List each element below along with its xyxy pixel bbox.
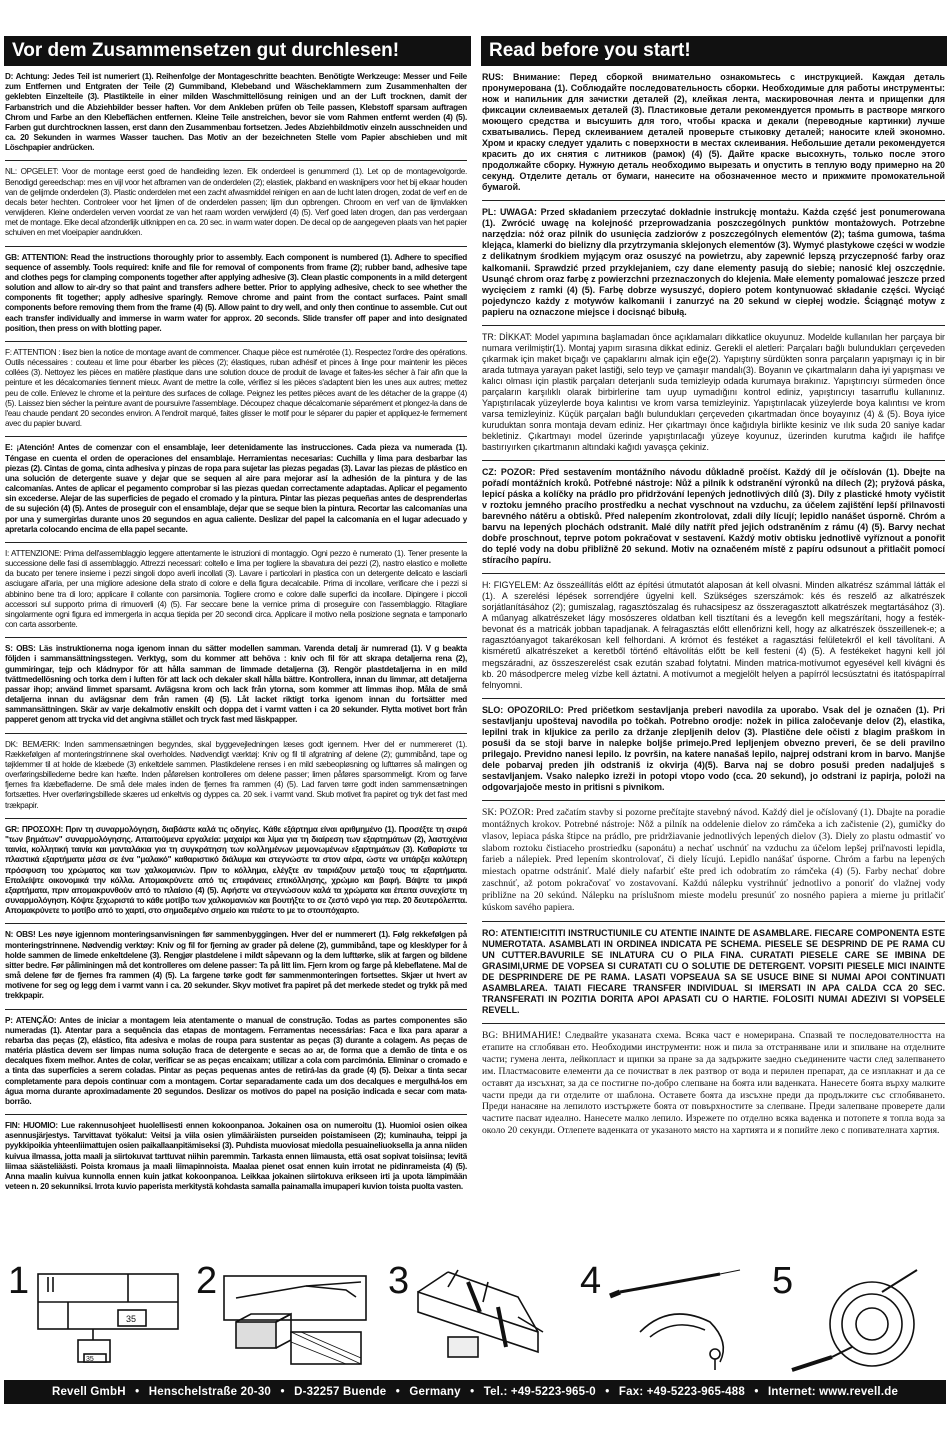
- step-3-illustration: [388, 1262, 563, 1372]
- footer-separator: •: [395, 1386, 400, 1398]
- paragraph-se: S: OBS: Läs instruktionerna noga igenom innan du sätter modellen samman. Varenda detalj är numrerad (1). V g beakta följden i sammansättningsstegen. Verktyg, som du kommer att behöva : kniv och fil för att skrapa detaljerna rena (2), gummiringar, tejp och kládnypor för att hålla samman de limmade detaljerna (3). Rengör plastdetaljerna in en mild tvättmedellösning och torka dem i luften för att lack och dekaler skall hålla bättre. Kontrollera, innan du limmar, att detaljerna passar ihop; använd limmet sparsamt. Avlägsna krom och lack från ytorna, som kommer att limmas ihop. Måla de små detaljerna innan du avlägsnar dem från ramen (4) (5). Låt lacket riktigt torka igenom innan du fortsätter med sammansättningen. Skär av varje dekalmotiv enskilt och doppa det i varmt vatten i ca 20 sekunder. Flytta motivet bort från papperet genom att trycka vid det angivna stället och tryck fast med läskpapper.: [5, 644, 467, 733]
- paragraph-tr: TR: DİKKAT: Model yapımına başlamadan önce açıklamaları dikkatlice okuyunuz. Modelde kullanılan her parçaya bir numara verilmiştir(1). Montaj yapım sırasına dikkat ediniz. Gerekli el aletleri: Parçaları bağlı bulundukları çerçeveden çıkarmak için maket bıçağı ve çapaklarını almak için eğe(2). Yapıştırıy sürdükten sonra parçaların yapışmayı iç in bir arada tutmaya yarayan paket lastiği, selo teyp ve çamaşır mandalı(3). Boyanın ve çıkartmaların daha iyi yapışması ve kalıcı olması için plastik parçaları deterjanlı suda temizleyip odada kurumaya bırakınız. Yapıştırıcıyı sürmeden önce parçaların karşılıklı olarak birbirlerine tam uyup uymadığını kontrol ediniz, yapıştırıcıyı tasarruflu kullanınız. Yapıştırılacak yüzeylerde boya kalıntısı ve krom varsa temizleyiniz. Yapıştırılacak yüzeylerde boya kalıntısı ve krom varsa temizleyiniz. Küçük parçaları bağlı bulundukları çerçeveden çıkartmadan önce boyayınız (4) & (5). Boya iyice kuruduktan sonra montaja devam ediniz. Her çıkartmayı önce kağıdıyla birlikte kesiniz ve ılık suda 20 saniye kadar bekletiniz. Çıkartmayı model üzerinde yapıştırılacağı yüzeye koyunuz, üzerinden kurutma kağıdı ile hafifçe bastırıyırken çıkartmanın altındaki kağıdı yavaşça çekiniz.: [482, 332, 945, 461]
- sprue-parts-icon: [8, 1262, 183, 1372]
- paragraph-bg: BG: ВНИМАНИЕ! Следвайте указаната схема. Всяка част е номерирана. Спазвай те последователността на етапите на сглобяван ето. Необходими инструменти: нож и пила за отстраняване или и зпилване на отделните части; гумена лента, лейкопласт и щипки за пране за да задържите заедно съединените части след залепването им. Пластмасовите елементи да се почистват в лек разтвор от вода и перилен препарат, да се изплакнат и да се оставят да изсъхнат, за да се постигне по-добро слепване на боята или ваденката. Нанесете боята върху малките части преди да ги отделите от шаблона. Оставете боята да изсъхне преди да продължите със сглобяването. Преди нанасяне на лепилото изстържете боята от повърхностите за слепване. Преди залепване проверете дали частите пасват идеално. Нанесете малко лепило. Изрежете по отделно всяка ваденка и потопете я топла вода за около 20 секунди. Отлепете ваденката от указаното място на хартията и я попийте леко с попивателната хартия.: [482, 1030, 945, 1137]
- footer-separator: •: [280, 1386, 285, 1398]
- svg-text:35: 35: [86, 1356, 94, 1363]
- paragraph-sk: SK: POZOR: Pred začatím stavby si pozorne prečítajte stavebný návod. Každý diel je očíslovaný (1). Dbajte na poradie montážnych krokov. Potrebné nástroje: Nôž a pilník na oddelenie dielov zo rámčeka a ich začistenie (2), gumičky do vlasov, lepiaca páska štipce na prádlo, pre pridržiavanie jednotlivých lepených dielov (3). Diely zo plastu odmastiť vo slabom roztoku čistiaceho prostriedku (saponátu) a nechať uschnúť na vzduchu za účelom lepšej priľnavosti lepidla, farieb a nálepiek. Pred lepením skontrolovať, či diely lícujú. Lepidlo nanášať úsporne. Chróm a farbu na lepených miestach opatrne odstrániť. Malé diely nafarbiť ešte pred ich odobratím zo rámčeka (4) (5). Farby nechať dobre zaschnúť, až potom pokračovať vo zostavovaní. Každú nálepku vystrihnúť jednotlivo a ponoriť do vlažnej vody približne na 20 sekúnd. Nálepku na príslušnom mieste modelu presunúť zo nosného papiera a mierne ju pritlačiť kúskom savého papiera.: [482, 807, 945, 922]
- footer-contact-bar: [4, 1380, 946, 1404]
- paragraph-gr: GR: ΠΡΟΣΟΧΗ: Πριν τη συναρμολόγηση, διαβάστε καλά τις οδηγίες. Κάθε εξάρτημα είναι αριθμημένο (1). Προσέξτε τη σειρά "των βημάτων" συναρμολόγησης. Απαιτούμενα εργαλεία: μαχαίρι και λίμα για τη διαίρεση των εξαρτημάτων (2), λαστιχένια ταινία, κολλητική ταινία και μανταλάκια για τη συγκράτηση των κολλημένων μεμονωμένων εξαρτημάτων (3). Καθαρίστε τα πλαστικά εξαρτήματα μέσα σε ένα "μαλακό" καθαριστικό διάλυμα και στεγνώστε τα στον αέρα, ώστε να υπάρξει καλύτερη πρόσφυση του χρώματος και των χαλκομανιών. Πριν το κόλλημα, ελέγξτε αν ταιριάζουν μεταξύ τους τα εξαρτήματα. Επαλείψτε οικονομικά την κόλλα. Απομακρύνετε από τις επιφάνειες επικόλλησης, χρώμιο και βαφή. Βάψτε τα μικρά εξαρτήματα, πριν απομακρυνθούν από το πλαίσιο (4) (5). Αφήστε να στεγνώσουν καλά τα χρώματα και έπειτα συνεχίστε τη συναρμολόγηση. Κόψτε ξεχωριστά το κάθε μοτίβο των χαλκομανιών και βουτήξτε το σε ζεστό νερό για περ. 20 δευτερόλεπτα. Απομακρύνετε το μοτίβο από το χαρτί, στο σημαδεμένο σημείο και πιέστε το με το στουπόχαρτο.: [5, 825, 467, 925]
- paragraph-pl: PL: UWAGA: Przed składaniem przeczytać dokładnie instrukcję montażu. Każda część jest ponumerowana (1). Zwrócić uwagę na kolejność przeprowadzania poszczególnych punktów montażowych. Potrzebne narzędzia: nóż oraz pilnik do usunięcia zadziorów z poszczególnych elementów (2); taśma gumowa, taśma klejąca, klamerki do bielizny dla przytrzymania sklejonych elementów (3). Wymyć plastykowe części w wodzie z delikatnym środkiem myjącym oraz osuszyć na powietrzu, aby zapewnić lepszą przyczepność farby oraz kalkomanii. Sprawdzić przed przyklejaniem, czy dane elementy pasują do siebie; nanosić klej oszczędnie. Usunąć chrom oraz farbę z powierzchni przeznaczonych do klejenia. Małe elementy pomalować jeszcze przed wycięciem z ramki (4) (5). Farbę dobrze wysuszyć, dopiero potem kontynuować składanie części. Wyciąć pojedynczo każdy z motywów kalkomanii i zanurzyć na 20 sekund w ciepłej wodzie. Ściągnąć motyw z papieru na oznaczone miejsce i docisnąć bibułą.: [482, 207, 945, 325]
- step-2-illustration: [196, 1262, 371, 1372]
- paragraph-ro: RO: ATENTIE!CITITI INSTRUCTIUNILE CU ATENTIE INAINTE DE ASAMBLARE. FIECARE COMPONENTA ESTE NUMEROTATA. ASAMBLATI IN ORDINEA INDICATA PE SCHEMA. PIESELE SE DESPRIND DE PE RAMA CU UN CUTTER.BAVURILE SE INLATURA CU O PILA FINA. CURATATI PIESELE CARE SE IMBINA DE GRASIMI,URME DE VOPSEA SI CURATATI CU O SOLUTIE DE DETERGENT. VOPSITI PIESELE MICI INAINTE DE DESPRINDERE DE PE RAMA. LASATI VOPSEAUA SA SE USUCE BINE SI NUMAI APOI CONTINUATI ASAMBLAREA. TAIATI FIECARE TRANSFER INDIVIDUAL SI IMERSATI IN APA CALDA CCA 20 SEC. TRANSFERATI IN POZITIA DORITA APOI APASATI CU O HARTIE. FOLOSITI NUMAI ADEZIVI SI VOPSELE REVELL.: [482, 928, 945, 1024]
- paragraph-ru: RUS: Внимание: Перед сборкой внимательно ознакомьтесь с инструкцией. Каждая деталь пронумерована (1). Соблюдайте последовательность сборки. Необходимые для работы инструменты: нож и напильник для зачистки деталей (2), клейкая лента, маскировочная лента и прищепки для фиксации склеиваемых деталей (3). Пластиковые детали рекомендуется промыть в растворе мягкого моющего средства и высушить для того, чтобы краска и декали (переводные картинки) лучше схватывались. Перед склеиванием деталей проверьте стыковку деталей; наносите клей экономно. Хром и краску следует удалить с поверхности в местах склеивания. Небольшие детали рекомендуется красить до их снятия с литников (рамок) (4) (5). Дайте краске высохнуть, только после этого продолжайте сборку. Нужную деталь необходимо вырезать и опустить в теплую воду примерно на 20 секунд. Отделите деталь от бумаги, нанесите на обозначенное место и прижмите промокательной бумагой.: [482, 72, 945, 201]
- footer-separator: •: [754, 1386, 759, 1398]
- paint-brush-icon: [580, 1262, 755, 1372]
- paragraph-fi: FIN: HUOMIO: Lue rakennusohjeet huolellisesti ennen kokoonpanoa. Jokainen osa on numeroitu (1). Huomioi osien oikea asennusjärjestys. Tarvittavat työkalut: Veitsi ja viila osien ylimääräisten purseiden poistamiseen (2); kuminauha, teippi ja pyykkipoikia yhteenliimattujen osien paikallaanpitämiseksi (3). Puhdista muoviosat miedolla pesuaineliuoksella ja anna niiden kuivua ilmassa, jotta maali ja siirtokuvat tarttuvat niihin paremmin. Tarkasta ennen liimausta, että osat sopivat toisiinsa; levitä liimaa säästeliäästi. Poista kromaus ja maali liimapinnoista. Maalaa pienet osat ennen kuin irrotat ne pidinrameista (4) (5). Anna maalin kuivua kunnolla ennen kuin jatkat kokoonpanoa. Leikkaa jokainen siirtokuva erikseen irti ja upota lämpimään veteen n. 20 sekunniksi. Irrota kuvio paperista merkitystä kohdasta samalla painamalla imupaperi kuvion toista puolta vasten.: [5, 1121, 467, 1192]
- step-4-illustration: [580, 1262, 755, 1372]
- footer-separator: •: [605, 1386, 610, 1398]
- paragraph-pt: P: ATENÇÃO: Antes de iniciar a montagem leia atentamente o manual de construção. Todas as partes componentes são numeradas (1). Atentar para a sequência das etapas de montagem. Ferramentas necessárias: Faca e lixa para aparar a rebarba das peças (2), elástico, fita adesiva e molas de roupa para sustentar as peças (3) durante a colagem. As peças de matéria plástica devem ser limpas numa solução fraca de detergente e secas ao ar, de forma que a demão de tinta e os decalques fixem melhor. Antes de colar, verificar se as peças encaixam; utilizar a cola com parcimónia. Eliminar o cromado e a tinta das superfícies a serem coladas. Pintar as peças pequenas antes de retirá-las da grade (4) (5). Deixar a tinta secar completamente para depois continuar com a montagem. Cortar separadamente cada um dos decalques e mergulhá-los em água morna durante aproximadamente 20 segundos. Deslizar os motivos do papel na posição indicada e secar com mata-borrão.: [5, 1016, 467, 1116]
- footer-fax: Fax: +49-5223-965-488: [618, 1386, 745, 1398]
- paragraph-si: SLO: OPOZORILO: Pred pričetkom sestavljanja preberi navodila za uporabo. Vsak del je označen (1). Pri sestavljanju upoštevaj navodila po točkah. Potrebno orodje: nožek in pilica zaločevanje delov (2), elastika, lepilni trak in kljukice za perilo za držanje zlepljenih delov (3). Plastične dele očisti z blagim praškom in posuši da se stoji barve in nalepke boljše primejo.Pred lepljenjem obvezno preveri, če se deli pravilno prilegajo. Previdno nanesi lepilo. Iz površin, na katere nanašaš lepilo, najprej odstrani krom in barvo. Manjše dele pobarvaj preden jih odstraniš iz okvirja (4)(5). Barva naj se dobro posuši preden nadaljuješ s sestavljanjem. Vsako nalepko izreži in potopi vtopo vodo (cca. 20 sekund), jo odstrani iz papirja, položi na odgovarjajoče mesto in pritisni s pivnikom.: [482, 705, 945, 801]
- paragraph-fr: F: ATTENTION : lisez bien la notice de montage avant de commencer. Chaque pièce est numérotée (1). Respectez l'ordre des opérations. Outils nécessaires : couteau et lime pour ébarber les pièces (2); élastiques, ruban adhésif et pinces à linge pour maintenir les pièces collées (3). Nettoyez les pièces en matière plastique dans une solution douce de produit de lavage et faites-les sécher à l'air afin que la peinture et les décalcomanies tiennent mieux. Avant de mettre la colle, vérifiez si les pièces s'adaptent bien les unes aux autres; mettez peu de colle. Enlevez le chrome et la peinture des surfaces de collage. Peignez les petites pièces avant de les détacher de la grappe (4)(5). Laissez bien sécher la peinture avant de poursuivre l'assemblage. Découpez chaque décalcomanie séparément et plongez-la dans de l'eau chaude pendant 20 secondes environ. A l'endroit marqué, faites glisser le motif pour le séparer du papier et appliquez-le fermement avec du papier buvard.: [5, 348, 467, 437]
- paragraph-it: I: ATTENZIONE: Prima dell'assemblaggio leggere attentamente le istruzioni di montaggio. Ogni pezzo è numerato (1). Tener presente la successione delle fasi di assemblaggio. Attrezzi necessari: coltello e lima per togliere la sbavatura dei pezzi (2), nastro elastico e mollette da bucato per tenere insieme i pezzi singoli dopo averli incollati (3). Lavare i particolari in plastica con un detergente delicato e lasciarli asciugare all'aria, per una migliore adesione della strato di colore e della figura decalcabile. Prima di incollare, verificare che i pezzi si abbinino bene tra di loro; applicare il collante con parsimonia. Togliere cromo e colore dalle superfici da incollare. Dipingere i piccoli accessori sul supporto prima di rimuoverli (4) (5). Far seccare bene la vernice prima di proseguire con l'assemblaggio. Ritagliare singolarmente ogni figura ed immergerla in acqua tiepida per 20 secondi circa. Applicare il motivo nella posizione segnata e tamponarlo con carta assorbente.: [5, 549, 467, 638]
- paragraph-gb: GB: ATTENTION: Read the instructions thoroughly prior to assembly. Each component is numbered (1). Adhere to specified sequence of assembly. Tools required: knife and file for removal of components from frame (2); rubber band, adhesive tape and clothes pegs for clamping components together after applying adhesive (3). Clean plastic components in a mild detergent solution and allow to air-dry so that paint and transfers adhere better. Prior to applying adhesive, check to see whether the components fit together; apply adhesive sparingly. Remove chrome and paint from the contact surfaces. Paint small components before removing them from the frame (4) (5). Allow paint to dry well, and only then continue to assemble. Cut out each transfer individually and immerse in warm water for approx. 20 seconds. Slide transfer off paper and into designated position, then press on with blotting paper.: [5, 253, 467, 342]
- footer-street: Henschelstraße 20-30: [148, 1386, 272, 1398]
- right-text-column: [482, 72, 945, 1232]
- footer-separator: •: [135, 1386, 140, 1398]
- header-right-title: Read before you start!: [481, 36, 947, 66]
- clamped-parts-icon: [388, 1262, 563, 1372]
- step-5-illustration: [772, 1262, 947, 1372]
- step-number: 4: [580, 1260, 602, 1302]
- footer-separator: •: [470, 1386, 475, 1398]
- step-number: 2: [196, 1260, 218, 1302]
- paragraph-hu: H: FIGYELEM: Az összeállítás előtt az építési útmutatót alaposan át kell olvasni. Minden alkatrész számmal látták el (1). A szerelési lépések sorrendjére ügyelni kell. Szükséges szerszámok: kés és reszelő az alkatrészek sorjátlanításához (2); gumiszalag, ragasztószalag és ruhacsipesz az összeragasztott alkatrészek megtartásához (3). A műanyag alkatrészeket lágy mosószeres oldatban kell tisztítani és a levegőn kell megszárítani, hogy a festék-bevonat és a matricák jobban tapadjanak. A felragasztás előtt ellenőrizni kell, hogy az alkatrészek összeillenek-e; a ragasztóanyagot takarékosan kell felhordani. A krómot és festéket a ragasztási felületekről el kell távolítani. A kisméretű alkatrészeket a keretből történő eltávolítás előtt be kell festeni (4) (5). A festékeket hagyni kell jól megszáradni, az összeszerelést csak ezután szabad folytatni. Minden matrica-motívumot egyesével kell kivágni és kb. 20 másodpercre meleg vízbe kell áztatni. A motívumot a megjelölt helyen a papírról lecsúsztatni és itatóspapírral felnyomni.: [482, 580, 945, 698]
- assembly-illustrations: [0, 1240, 950, 1375]
- header-left-title: Vor dem Zusammensetzen gut durchlesen!: [4, 36, 471, 66]
- paragraph-de: D: Achtung: Jedes Teil ist numeriert (1). Reihenfolge der Montageschritte beachten. Benötigte Werkzeuge: Messer und Feile zum Entfernen und Entgraten der Teile (2) Gummiband, Klebeband und Wäscheklammern zum Zusammenhalten der geklebten Einzelteile (3). Plastikteile in einer milden Waschmittellösung reinigen und an der Luft trocknen, damit der Farbanstrich und die Abziehbilder besser haften. Vor dem Ankleben prüfen ob Teile passen, Klebstoff sparsam auftragen Chrom und Farbe an den Klebeflächen entfernen. Kleine Teile anstreichen, bevor sie vom Rahmen entfernt werden (4) (5). Farben gut durchtrocknen lassen, erst dann den Zusammenbau fortsetzen. Jedes Abziehbildmotiv einzeln ausschneiden und ca. 20 Sekunden in warmes Wasser tauchen. Das Motiv an der bezeichneten Stelle vom Papier abschieben und mit Löschpapier andrücken.: [5, 72, 467, 161]
- step-1-illustration: [8, 1262, 183, 1372]
- footer-country: Germany: [409, 1386, 461, 1398]
- left-text-column: [5, 72, 467, 1232]
- paragraph-dk: DK: BEMÆRK: Inden sammensætningen begyndes, skal byggevejledningen læses godt igennem. Hver del er nummereret (1). Rækkefølgen af monteringstrinnene skal overholdes. Nødvendigt værktøj: Kniv og fil til afgratning af delene (2); gummibånd, tape og tøjklemmer til at holde de klæbede (3) enkeltdele sammen. Plastikdelene renses i en mild sæbeopløsning og lufttørres så malingen og overføringsbillederne bedre kan hæfte. Inden påførelsen kontrolleres om delene passer; limen påføres sparsommeligt. Krom og farve fjernes fra klæbefladerne. De små dele males inden de fjernes fra rammen (4) (5). Lad farven tørre godt inden sammensætningen fortsættes. Hver overføringsbillede skæres ud enkeltvis og dyppes ca. 20 sek. i varmt vand. Skub motivet fra papiret og tryk det fast med trækpapir.: [5, 740, 467, 819]
- footer-company: Revell GmbH: [51, 1386, 126, 1398]
- paragraph-cz: CZ: POZOR: Před sestavením montážního návodu důkladně pročíst. Každý díl je očíslován (1). Dbejte na pořadí montážních kroků. Potřebné nástroje: Nůž a pilník k odstranění výronků na dílech (2); pryžová páska, lepicí páska a kolíčky na prádlo pro přidržování lepených jednotlivých dílů (3). Díly z plastické hmoty vyčistit v roztoku jemného pracího prostředku a nechat vyschnout na vzduchu, za účelem zajištění lepší přilnavosti barevného nátěru a obtisků. Před nalepením zkontrolovat, zdali díly lícují; lepidlo nanášet úsporně. Chróm a barvu na lepených plochách odstranit. Malé díly natřít před jejich odstraněním z rámu (4) (5). Barvy nechat dobře proschnout, teprve potom pokračovat v sestavení. Každý motiv obtisku jednotlivě vyříznout a ponořit do teplé vody na dobu přibližně 20 sekund. Motiv na označeném místě z papíru odsunout a přitlačit pomocí stíracího papíru.: [482, 467, 945, 574]
- step-number: 1: [8, 1260, 30, 1302]
- paragraph-no: N: OBS! Les nøye igjennom monteringsanvisningen før sammenbyggingen. Hver del er nummerert (1). Følg rekkefølgen på monteringstrinnene. Nødvendig verktøy: Kniv og fil for fjerning av grader på delene (2), gummibånd, tape og klesklyper for å holde sammen de limede enkeltdelene (3). Rengjør plastdelene i mildt såpevann og la dem lufttørke, slik at fargen og bildene sitter bedre. Før påliminingen må det kontrolleres om delene passer: Ta på litt lim. Fjern krom og farge på klebeflatene. Mal de små delene før de fjernes fra rammen (4) (5). La fargene tørke godt før sammenmonteringen fortsettes. Skjær ut hvert av motivene for seg og legg dem i varmt vann i ca. 20 sekunder. Skyv motivet fra papiret på det merkede stedet og trykk på med trekkpapir.: [5, 930, 467, 1009]
- step-number: 5: [772, 1260, 794, 1302]
- footer-tel: Tel.: +49-5223-965-0: [483, 1386, 596, 1398]
- paragraph-es: E: ¡Atención! Antes de comenzar con el ensamblaje, leer detenidamente las instrucciones. Cada pieza va numerada (1). Téngase en cuenta el orden de operaciones del ensamblaje. Herramientas necesarias: Cuchilla y lima para desbarbar las piezas (2). Cintas de goma, cinta adhesiva y pinzas de ropa para sujetar las piezas pegadas (3). Lavar las piezas de plástico en una solución de detergente suave y dejar que se sequen al aire para mejorar así la adhesión de la pintura y de las calcomanías. Antes de aplicar el pegamento comprobar si las piezas quedan correctamente adaptadas. Aplicar el pegamento sin excederse. Alejar de las superficies de pegado el cromado y la pintura. Pintar las piezas pequeñas antes de desprenderlas de su sujeción (4) (5). Antes de proseguir con el ensamblaje, dejar que se seque bien la pintura. Recortar las calcomanías una por una y sumergirlas durante unos 20 segundos en agua caliente. Deslizar del papel la calcomanía en el lugar adecuado y apretarla colocando encima de ella papel secante.: [5, 443, 467, 543]
- svg-text:35: 35: [126, 1314, 137, 1324]
- footer-city: D-32257 Buende: [294, 1386, 387, 1398]
- footer-internet: Internet: www.revell.de: [767, 1386, 899, 1398]
- decal-application-icon: [772, 1262, 947, 1372]
- step-number: 3: [388, 1260, 410, 1302]
- paragraph-nl: NL: OPGELET: Voor de montage eerst goed de handleiding lezen. Elk onderdeel is genummerd (1). Let op de montagevolgorde. Benodigd gereedschap: mes en vijl voor het afbramen van de onderdelen (2); elastiek, plakband en wasknijpers voor het bij elkaar houden van de gelijmde onderdelen (3). Plastic onderdelen met een zacht afwasmiddel reinigen en aan de lucht laten drogen, zodat de verf en de decals beter hechten. Controleer voor het lijmen of de onderdelen passen; lijm dun opbrengen. Chroom en verf van de lijmvlakken verwijderen. Kleine onderdelen verven voordat ze van het raam worden verwijderd (4) (5). Verf goed laten drogen, dan pas verdergaan met de montage. Elke decal afzonderlijk uitknippen en ca. 20 sec. in warm water dopen. De decal op de aangegeven plaats van het papier schuiven en met vloeipapier aandrukken.: [5, 167, 467, 246]
- knife-and-file-icon: [196, 1262, 371, 1372]
